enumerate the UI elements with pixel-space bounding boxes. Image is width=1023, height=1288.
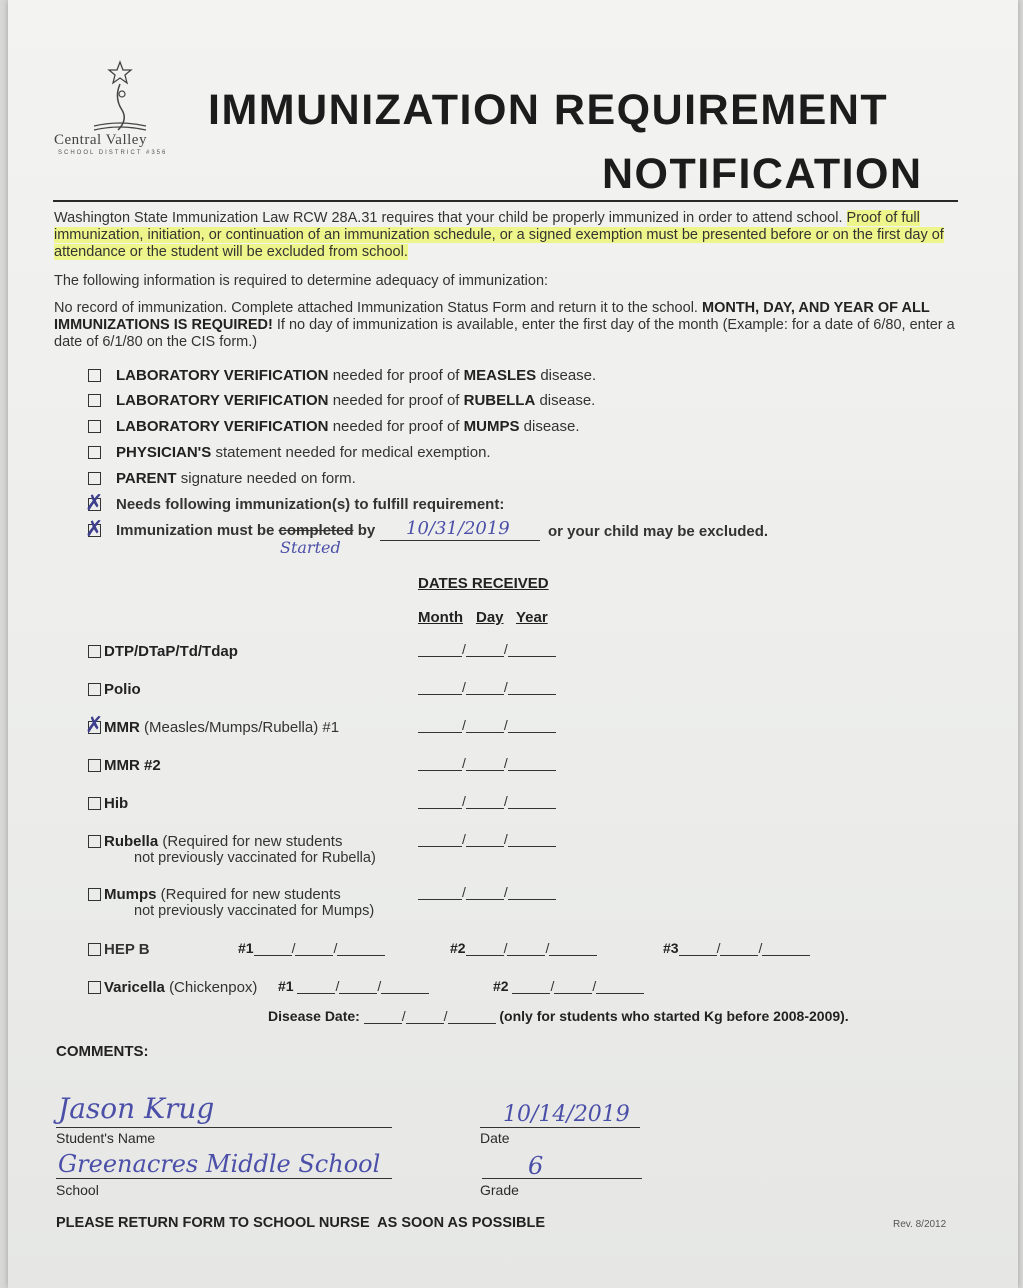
comments-label: COMMENTS: [56,1043,149,1060]
hepb-label: HEP B [104,941,150,958]
grade-value: 6 [528,1152,544,1180]
vaccine-row [88,643,588,681]
student-name-value: Jason Krug [58,1092,215,1125]
checkbox[interactable] [88,683,101,696]
checklist-item-label: LABORATORY VERIFICATION needed for proof of MEASLES disease. [116,367,597,384]
intro-highlighted-text: Proof of full immunization, initiation, or continuation of an immunization schedule, or a signed exemption must be presented before or on the first day of attendance or the student will be excluded from school. [54,210,944,260]
school-value: Greenacres Middle School [58,1150,381,1178]
day-header: Day [476,609,504,626]
varicella-dose-2[interactable]: #2 / / [493,978,644,994]
handwritten-correction: Started [280,538,341,557]
school-line [56,1178,392,1179]
month-header: Month [418,609,463,626]
must-label: Immunization must be completed by [116,522,376,539]
vaccine-list [85,641,588,939]
disease-year[interactable] [448,1008,496,1024]
disease-date-row: Disease Date: / / (only for students who started Kg before 2008-2009). [268,1008,849,1024]
date-value: 10/14/2019 [503,1102,630,1127]
vaccine-row [88,795,588,833]
no-record-paragraph [54,300,964,351]
logo-subtext: SCHOOL DISTRICT #356 [58,150,168,156]
checkbox[interactable] [88,981,101,994]
must-end-text: or your child may be excluded. [548,523,769,540]
checkbox[interactable] [88,420,101,433]
return-instruction: PLEASE RETURN FORM TO SCHOOL NURSE AS SOON AS POSSIBLE [56,1215,546,1231]
vaccine-label: Polio [104,681,141,698]
varicella-row [88,978,888,1008]
school-label: School [56,1182,99,1198]
checklist-item-label: PHYSICIAN'S statement needed for medical exemption. [116,444,491,461]
date-slots[interactable]: / / [418,793,556,809]
checklist-item-label: LABORATORY VERIFICATION needed for proof of RUBELLA disease. [116,392,596,409]
intro-paragraph [54,210,964,261]
vaccine-row [88,833,588,886]
date-line [480,1127,640,1128]
title-line-1: IMMUNIZATION REQUIREMENT [208,86,889,134]
grade-line [482,1178,642,1179]
checkbox[interactable] [88,369,101,382]
date-slots[interactable]: / / [418,717,556,733]
vaccine-label: Mumps (Required for new students not previously vaccinated for Mumps) [104,886,375,919]
checkbox[interactable] [88,835,101,848]
no-record-bold: MONTH, DAY, AND YEAR OF ALL IMMUNIZATIONS IS REQUIRED! [54,300,930,333]
handwritten-deadline-date: 10/31/2019 [406,518,510,539]
checklist-item-label: PARENT signature needed on form. [116,470,356,487]
varicella-label: Varicella (Chickenpox) [104,979,258,996]
vaccine-label: Hib [104,795,129,812]
vaccine-row [88,681,588,719]
checkbox[interactable] [88,446,101,459]
student-name-line [56,1127,392,1128]
logo-text: Central Valley [54,132,147,148]
checkbox[interactable] [88,759,101,772]
hepb-row [88,940,888,970]
checkbox[interactable] [88,394,101,407]
checklist-item-label: LABORATORY VERIFICATION needed for proof of MUMPS disease. [116,418,580,435]
vaccine-label: Rubella (Required for new students not previously vaccinated for Rubella) [104,833,376,866]
disease-day[interactable] [406,1008,444,1024]
grade-label: Grade [480,1182,519,1198]
title-line-2: NOTIFICATION [602,150,923,198]
checkbox[interactable] [88,472,101,485]
varicella-dose-1[interactable]: #1 / / [278,978,429,994]
dates-received-heading: DATES RECEIVED [418,575,549,592]
vaccine-label: DTP/DTaP/Td/Tdap [104,643,238,660]
handwritten-x-icon: ✗ [85,491,104,516]
needs-label: Needs following immunization(s) to fulfill requirement: [116,496,505,513]
checkbox[interactable] [88,645,101,658]
hepb-dose-3[interactable]: #3 / / [663,940,810,956]
deadline-line [380,540,540,541]
struck-word: completed [278,522,354,539]
vaccine-label: MMR (Measles/Mumps/Rubella) #1 [104,719,340,736]
handwritten-x-icon: ✗ [85,517,104,542]
year-header: Year [516,609,548,626]
vaccine-row [88,886,588,939]
checkbox[interactable] [88,888,101,901]
vaccine-label: MMR #2 [104,757,161,774]
disease-date-label: Disease Date: [268,1008,360,1024]
disease-date-note: (only for students who started Kg before 2008-2009). [499,1008,849,1024]
date-slots[interactable]: / / [418,831,556,847]
date-slots[interactable]: / / [418,755,556,771]
checkbox[interactable] [88,797,101,810]
date-slots[interactable]: / / [418,884,556,900]
hepb-dose-2[interactable]: #2 / / [450,940,597,956]
info-line: The following information is required to determine adequacy of immunization: [54,273,549,289]
header-rule [53,200,958,202]
date-label: Date [480,1130,510,1146]
handwritten-x-icon: ✗ [85,713,104,738]
student-name-label: Student's Name [56,1130,156,1146]
no-record-text: No record of immunization. Complete attached Immunization Status Form and return it to the school. [54,300,698,316]
vaccine-row [85,713,588,757]
date-slots[interactable]: / / [418,679,556,695]
no-record-text-2: If no day of immunization is available, enter the first day of the month (Example: for a date of 6/80, enter a date of 6/1/80 on the CIS form.) [54,317,955,350]
revision-label: Rev. 8/2012 [893,1219,947,1230]
checkbox[interactable] [88,943,101,956]
disease-month[interactable] [364,1008,402,1024]
hepb-dose-1[interactable]: #1 / / [238,940,385,956]
vaccine-row [88,757,588,795]
date-slots[interactable]: / / [418,641,556,657]
intro-text: Washington State Immunization Law RCW 28A.31 requires that your child be properly immunized in order to attend school. [54,210,843,226]
form-page [8,0,1018,1288]
